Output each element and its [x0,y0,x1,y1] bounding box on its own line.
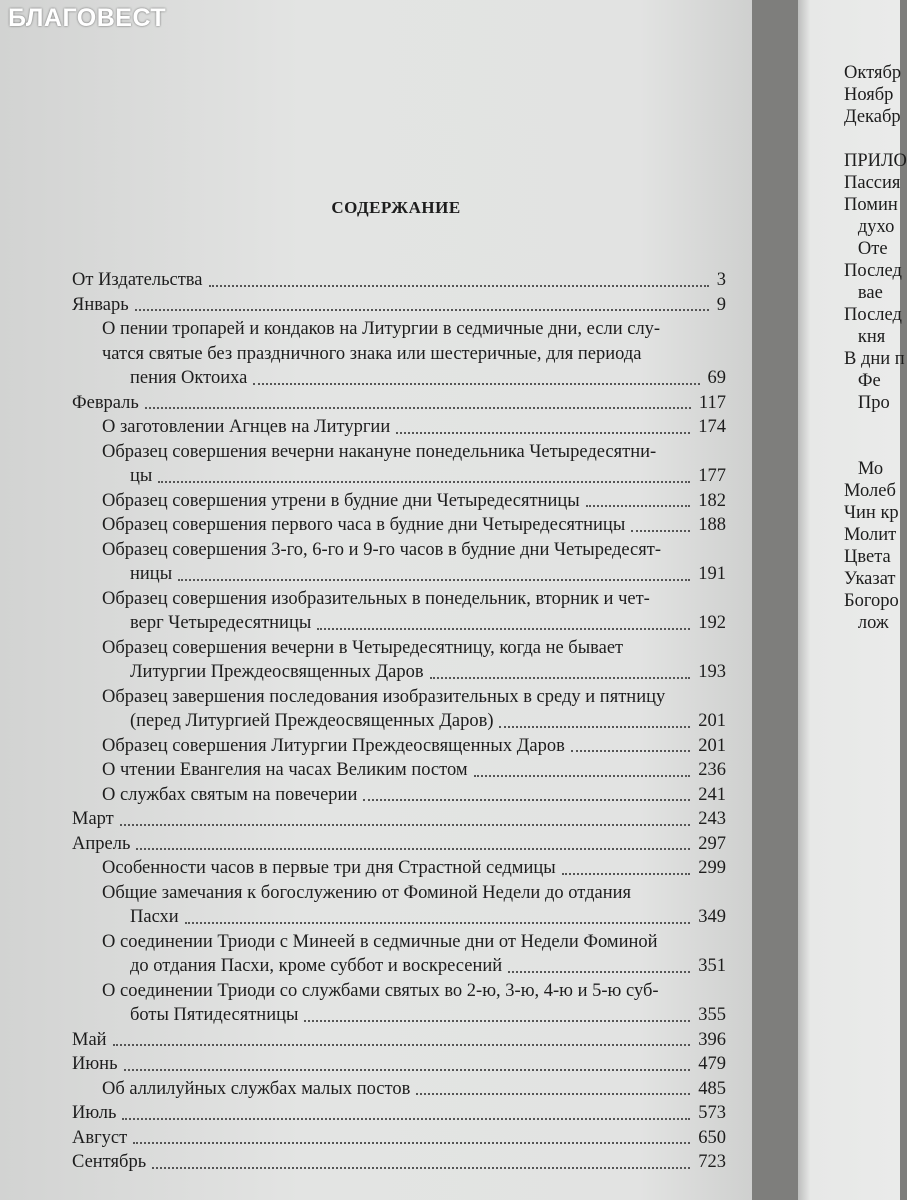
right-page-line [844,128,907,150]
toc-leader-dots [508,971,690,973]
toc-page-number: 243 [698,809,726,829]
toc-entry [72,513,726,538]
toc-entry-title-continued: до отдания Пасхи, кроме суббот и воскресений [130,956,503,976]
right-page-line: Указат [844,569,896,589]
toc-entry-title-continued: пения Октоиха [130,368,248,388]
toc-list [72,268,726,1175]
toc-page-number: 174 [698,417,726,437]
toc-leader-dots [396,432,690,434]
toc-page-number: 297 [698,833,726,854]
toc-page-number: 351 [698,956,726,976]
toc-leader-dots [152,1167,690,1169]
toc-leader-dots [158,481,690,483]
toc-entry-title: Образец совершения вечерни в Четыредесятницу, когда не бывает [102,637,624,658]
right-page-line: Декабр [844,107,901,127]
right-page-line: Молит [844,525,897,545]
toc-entry [72,636,726,685]
toc-leader-dots [122,1118,690,1120]
right-page-line: Послед [844,305,902,325]
toc-page-number: 299 [698,858,726,878]
toc-entry [72,317,726,391]
toc-page-number: 69 [707,368,726,388]
right-page-line: лож [844,613,889,633]
toc-entry-title-continued: Литургии Преждеосвященных Даров [130,662,424,682]
right-page-line [844,414,907,436]
toc-page-number: 650 [698,1127,726,1148]
toc-entry [72,807,726,832]
toc-entry-title: О пении тропарей и кондаков на Литургии в седмичные дни, если слу-чатся святые без праздничного знака или шестеричные, для периода [102,319,661,364]
toc-leader-dots [185,922,691,924]
toc-entry-title: Сентябрь [72,1152,147,1172]
toc-page-number: 241 [698,784,726,805]
toc-leader-dots [586,505,691,507]
toc-entry [72,440,726,489]
right-page-line: Про [844,393,890,413]
toc-page-number: 188 [698,515,726,535]
right-page-line: Мо [844,459,884,479]
toc-page-number: 573 [698,1103,726,1123]
toc-leader-dots [178,579,690,581]
toc-page-number: 396 [698,1029,726,1050]
toc-page-number: 9 [716,294,726,315]
toc-entry [72,415,726,440]
toc-page-number: 3 [716,270,726,290]
right-page-lines [844,62,907,634]
right-page-line: Фе [844,371,881,391]
right-page-line: кня [844,327,886,347]
right-page-line: духо [844,217,895,237]
toc-entry [72,685,726,734]
toc-entry-title-continued: Пасхи [130,907,179,927]
toc-entry-title: Образец совершения 3-го, 6-го и 9-го часов в будние дни Четыредесят- [102,539,662,560]
toc-entry [72,587,726,636]
right-page-line: Богоро [844,591,899,611]
toc-entry [72,293,726,318]
toc-entry-title: Образец совершения Литургии Преждеосвященных Даров [102,735,565,756]
toc-leader-dots [363,799,690,801]
toc-entry-title: Май [72,1029,107,1050]
right-page-line: Чин кр [844,503,899,523]
toc-page-number: 182 [698,490,726,511]
toc-page-number: 349 [698,907,726,927]
right-page [798,0,907,1200]
right-page-line: Молеб [844,481,896,501]
toc-leader-dots [571,750,690,752]
toc-entry-title: Образец завершения последования изобразительных в среду и пятницу [102,686,666,707]
toc-entry-title: Образец совершения утрени в будние дни Четыредесятницы [102,490,580,511]
toc-leader-dots [474,775,691,777]
toc-entry-title: Об аллилуйных службах малых постов [102,1078,411,1099]
toc-leader-dots [113,1044,691,1046]
toc-entry-title: Март [72,809,114,829]
toc-leader-dots [124,1069,691,1071]
toc-leader-dots [430,677,691,679]
right-page-line: ПРИЛО [844,151,907,171]
toc-entry-title-continued: ницы [130,564,173,584]
toc-entry-title: Январь [72,294,129,315]
toc-entry [72,538,726,587]
toc-leader-dots [209,285,709,287]
toc-entry [72,1052,726,1077]
toc-entry [72,783,726,808]
toc-entry [72,1077,726,1102]
toc-page-number: 177 [698,466,726,486]
right-page-line: Помин [844,195,898,215]
toc-entry-title: Образец совершения изобразительных в понедельник, вторник и чет- [102,588,650,609]
toc-page-number: 117 [698,392,726,413]
toc-entry [72,758,726,783]
toc-entry [72,832,726,857]
toc-entry-title: О соединении Триоди со службами святых во 2-ю, 3-ю, 4-ю и 5-ю суб- [102,980,659,1001]
toc-entry [72,391,726,416]
toc-entry [72,489,726,514]
toc-entry-title: О заготовлении Агнцев на Литургии [102,417,391,437]
toc-entry-title: Апрель [72,833,131,854]
toc-entry-title: Особенности часов в первые три дня Страстной седмицы [102,858,556,878]
toc-leader-dots [304,1020,690,1022]
toc-entry [72,856,726,881]
toc-entry [72,881,726,930]
right-page-line: Цвета [844,547,891,567]
toc-entry-title: Июль [72,1103,117,1123]
toc-entry-title: Июнь [72,1054,118,1074]
toc-entry-title: О службах святым на повечерии [102,784,358,805]
toc-leader-dots [317,628,690,630]
toc-entry-title: Общие замечания к богослужению от Фоминой Недели до отдания [102,882,632,903]
toc-entry [72,1101,726,1126]
right-page-line: Ноябр [844,85,894,105]
toc-leader-dots [136,848,690,850]
toc-entry-title-continued: верг Четыредесятницы [130,613,312,633]
toc-entry-title-continued: (перед Литургией Преждеосвященных Даров) [130,711,494,731]
toc-entry [72,268,726,293]
toc-leader-dots [416,1093,690,1095]
toc-entry-title-continued: цы [130,466,153,486]
toc-leader-dots [631,530,690,532]
toc-page-number: 201 [698,711,726,731]
right-page-line: В дни п [844,349,905,369]
toc-page-number: 193 [698,662,726,682]
toc-title: СОДЕРЖАНИЕ [331,198,461,217]
toc-page-number: 355 [698,1005,726,1025]
toc-leader-dots [135,309,709,311]
toc-entry [72,930,726,979]
toc-page-number: 191 [698,564,726,584]
right-page-line: вае [844,283,883,303]
toc-page-number: 201 [698,735,726,756]
toc-page-number: 723 [698,1152,726,1172]
toc-leader-dots [145,407,691,409]
toc-entry [72,1150,726,1175]
toc-entry-title: Образец совершения первого часа в будние дни Четыредесятницы [102,515,626,535]
toc-entry [72,734,726,759]
toc-entry-title-continued: боты Пятидесятницы [130,1005,299,1025]
toc-leader-dots [253,383,699,385]
toc-leader-dots [499,726,690,728]
toc-page-number: 236 [698,760,726,780]
toc-leader-dots [133,1142,690,1144]
watermark-logo: БЛАГОВЕСТ [8,4,167,32]
toc-entry [72,1028,726,1053]
right-page-line: Октябр [844,63,902,83]
right-page-line: Оте [844,239,888,259]
right-page-line: Пассия [844,173,901,193]
toc-entry-title: Февраль [72,392,139,413]
toc-entry-title: Август [72,1127,128,1148]
toc-page-number: 192 [698,613,726,633]
toc-entry-title: О соединении Триоди с Минеей в седмичные дни от Недели Фоминой [102,931,658,952]
toc-entry-title: Образец совершения вечерни накануне понедельника Четыредесятни- [102,441,657,462]
right-page-line: Послед [844,261,902,281]
toc-page-number: 479 [698,1054,726,1074]
toc-entry-title: О чтении Евангелия на часах Великим постом [102,760,468,780]
toc-entry [72,1126,726,1151]
right-page-line [844,436,907,458]
toc-entry-title: От Издательства [72,270,203,290]
toc-entry [72,979,726,1028]
toc-leader-dots [120,824,690,826]
toc-leader-dots [562,873,691,875]
toc-page-number: 485 [698,1078,726,1099]
